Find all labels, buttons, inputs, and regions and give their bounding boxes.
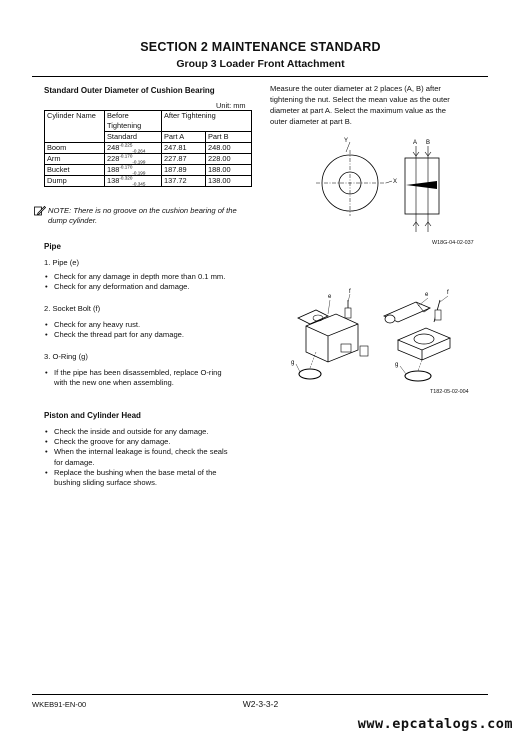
th-standard: Standard bbox=[105, 132, 162, 143]
row-name: Dump bbox=[45, 176, 105, 187]
label-e-right: e bbox=[425, 292, 429, 298]
section-title: SECTION 2 MAINTENANCE STANDARD bbox=[140, 40, 381, 54]
table-row bbox=[45, 176, 252, 187]
socket-bolt-right bbox=[435, 310, 441, 320]
row-standard: $248^{-0.225}_{-0.264}$ bbox=[105, 143, 162, 154]
th-after: After Tightening bbox=[162, 111, 252, 132]
figure1-caption: W18G-04-02-037 bbox=[432, 240, 474, 246]
row-part-b: 228.00 bbox=[206, 154, 252, 165]
table-row bbox=[45, 143, 252, 154]
row-part-b: 138.00 bbox=[206, 176, 252, 187]
row-part-a: 247.81 bbox=[162, 143, 206, 154]
row-name: Arm bbox=[45, 154, 105, 165]
header-rule bbox=[32, 76, 488, 77]
oring-item: 3. O-Ring (g) bbox=[44, 352, 88, 361]
th-cylinder: Cylinder Name bbox=[45, 111, 105, 143]
label-g-right: g bbox=[395, 362, 399, 368]
row-part-a: 137.72 bbox=[162, 176, 206, 187]
o-ring-right bbox=[405, 371, 431, 381]
doc-code: WKEB91-EN-00 bbox=[32, 700, 87, 709]
measure-para-2: tightening the nut. Select the mean value as the outer bbox=[270, 95, 450, 104]
pipe-assembly-diagram bbox=[288, 288, 488, 388]
list-item: • Check for any heavy rust. bbox=[44, 320, 184, 330]
th-before: Before Tightening bbox=[105, 111, 162, 132]
th-part-a: Part A bbox=[162, 132, 206, 143]
list-item: • Check the inside and outside for any damage. bbox=[44, 427, 228, 437]
o-ring-left bbox=[299, 369, 321, 379]
row-name: Boom bbox=[45, 143, 105, 154]
label-y: Y bbox=[344, 138, 349, 144]
row-part-b: 188.00 bbox=[206, 165, 252, 176]
socket-bolt-left bbox=[345, 308, 351, 318]
row-part-b: 248.00 bbox=[206, 143, 252, 154]
cushion-bearing-table bbox=[44, 110, 252, 187]
list-item: • Check for any deformation and damage. bbox=[44, 282, 225, 292]
list-item: • If the pipe has been disassembled, replace O-ring with the new one when assembling. bbox=[44, 368, 222, 388]
list-item: • Check the groove for any damage. bbox=[44, 437, 228, 447]
bolt-item: 2. Socket Bolt (f) bbox=[44, 304, 101, 313]
table-row bbox=[45, 165, 252, 176]
label-f-left: f bbox=[349, 289, 351, 295]
label-e-left: e bbox=[328, 294, 332, 300]
th-part-b: Part B bbox=[206, 132, 252, 143]
note-pencil-icon bbox=[34, 206, 46, 216]
page-number: W2-3-3-2 bbox=[242, 699, 279, 709]
measure-para-3: diameter at part A. Select the maximum value as the bbox=[270, 106, 447, 115]
list-item: • Check for any damage in depth more than 0.1 mm. bbox=[44, 272, 225, 282]
row-part-a: 187.89 bbox=[162, 165, 206, 176]
label-f-right: f bbox=[447, 290, 449, 296]
label-b: B bbox=[426, 140, 431, 146]
table-row bbox=[45, 154, 252, 165]
pipe-checklist bbox=[44, 272, 225, 292]
oring-checklist bbox=[44, 368, 222, 388]
list-item: • Replace the bushing when the base metal of the bushing sliding surface shows. bbox=[44, 468, 228, 488]
piston-heading: Piston and Cylinder Head bbox=[44, 411, 141, 420]
list-item: • Check the thread part for any damage. bbox=[44, 330, 184, 340]
figure2-caption: T182-05-02-004 bbox=[430, 389, 469, 395]
bolt-checklist bbox=[44, 320, 184, 340]
unit-label: Unit: mm bbox=[216, 101, 246, 110]
cushion-bearing-diagram bbox=[300, 138, 490, 238]
list-item: • When the internal leakage is found, check the seals for damage. bbox=[44, 447, 228, 467]
row-part-a: 227.87 bbox=[162, 154, 206, 165]
note-line-1: NOTE: There is no groove on the cushion bearing of the bbox=[48, 206, 237, 215]
label-g-left: g bbox=[291, 360, 295, 366]
row-standard: $228^{-0.170}_{-0.199}$ bbox=[105, 154, 162, 165]
note-line-2: dump cylinder. bbox=[48, 216, 98, 225]
measure-para-1: Measure the outer diameter at 2 places (A, B) after bbox=[270, 84, 441, 93]
footer-rule bbox=[32, 694, 488, 695]
pipe-heading: Pipe bbox=[44, 242, 61, 251]
label-a: A bbox=[413, 140, 418, 146]
pipe-item: 1. Pipe (e) bbox=[44, 258, 80, 267]
watermark: www.epcatalogs.com bbox=[357, 716, 513, 732]
row-standard: $188^{-0.170}_{-0.199}$ bbox=[105, 165, 162, 176]
group-title: Group 3 Loader Front Attachment bbox=[176, 58, 345, 70]
measure-para-4: outer diameter at part B. bbox=[270, 117, 352, 126]
piston-checklist bbox=[44, 427, 228, 488]
od-heading: Standard Outer Diameter of Cushion Bearing bbox=[44, 86, 215, 95]
row-name: Bucket bbox=[45, 165, 105, 176]
label-x: X bbox=[393, 179, 398, 185]
row-standard: $138^{-0.320}_{-0.345}$ bbox=[105, 176, 162, 187]
